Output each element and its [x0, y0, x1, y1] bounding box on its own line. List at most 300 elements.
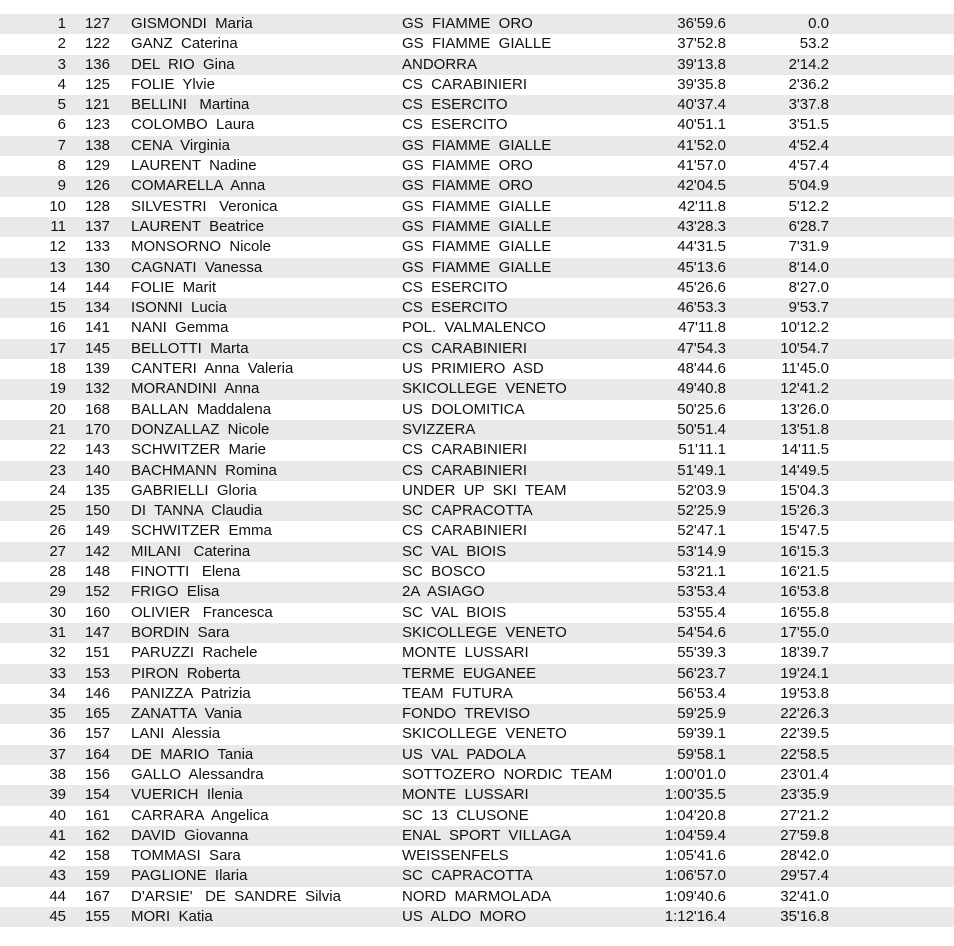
- pos-cell: 43: [49, 867, 66, 885]
- bib-cell: 152: [84, 583, 110, 601]
- table-row: [0, 237, 954, 257]
- team-cell: SC BOSCO: [402, 563, 486, 581]
- team-cell: CS CARABINIERI: [402, 461, 528, 479]
- name-cell: DAVID Giovanna: [131, 826, 249, 844]
- team-cell: SC 13 CLUSONE: [402, 806, 529, 824]
- pos-cell: 30: [49, 603, 66, 621]
- gap-cell: 2'14.2: [788, 55, 829, 73]
- bib-cell: 160: [84, 603, 110, 621]
- pos-cell: 23: [49, 461, 66, 479]
- gap-cell: 16'55.8: [780, 603, 829, 621]
- pos-cell: 5: [57, 96, 66, 114]
- gap-cell: 10'54.7: [780, 339, 829, 357]
- team-cell: ANDORRA: [402, 55, 478, 73]
- gap-cell: 22'39.5: [780, 725, 829, 743]
- time-cell: 51'11.1: [678, 441, 726, 459]
- bib-cell: 165: [84, 705, 110, 723]
- team-cell: TEAM FUTURA: [402, 684, 513, 702]
- name-cell: PAGLIONE Ilaria: [131, 867, 248, 885]
- bib-cell: 139: [84, 360, 110, 378]
- bib-cell: 156: [84, 765, 110, 783]
- pos-cell: 6: [57, 116, 66, 134]
- time-cell: 40'37.4: [677, 96, 726, 114]
- pos-cell: 16: [49, 319, 66, 337]
- bib-cell: 154: [84, 786, 110, 804]
- table-row: [0, 582, 954, 602]
- table-row: [0, 156, 954, 176]
- gap-cell: 9'53.7: [788, 299, 829, 317]
- table-row: [0, 481, 954, 501]
- pos-cell: 10: [49, 197, 66, 215]
- team-cell: FONDO TREVISO: [402, 705, 531, 723]
- time-cell: 41'52.0: [677, 136, 726, 154]
- gap-cell: 35'16.8: [780, 908, 829, 926]
- pos-cell: 19: [49, 380, 66, 398]
- pos-cell: 27: [49, 542, 66, 560]
- gap-cell: 27'59.8: [780, 826, 829, 844]
- name-cell: BACHMANN Romina: [131, 461, 277, 479]
- bib-cell: 162: [84, 826, 110, 844]
- gap-cell: 12'41.2: [780, 380, 829, 398]
- team-cell: TERME EUGANEE: [402, 664, 537, 682]
- pos-cell: 34: [49, 684, 66, 702]
- gap-cell: 13'26.0: [780, 400, 829, 418]
- name-cell: BALLAN Maddalena: [131, 400, 272, 418]
- gap-cell: 16'21.5: [780, 563, 829, 581]
- team-cell: SC VAL BIOIS: [402, 542, 507, 560]
- pos-cell: 21: [49, 420, 66, 438]
- name-cell: GISMONDI Maria: [131, 15, 253, 32]
- team-cell: US ALDO MORO: [402, 908, 527, 926]
- table-row: [0, 623, 954, 643]
- name-cell: CAGNATI Vanessa: [131, 258, 263, 276]
- name-cell: PIRON Roberta: [131, 664, 241, 682]
- team-cell: GS FIAMME GIALLE: [402, 238, 552, 256]
- bib-cell: 136: [84, 55, 110, 73]
- time-cell: 1:00'01.0: [664, 765, 726, 783]
- gap-cell: 13'51.8: [780, 420, 829, 438]
- name-cell: BELLOTTI Marta: [131, 339, 249, 357]
- name-cell: ISONNI Lucia: [131, 299, 227, 317]
- time-cell: 49'40.8: [677, 380, 726, 398]
- table-row: [0, 359, 954, 379]
- table-row: [0, 34, 954, 54]
- time-cell: 42'11.8: [678, 197, 726, 215]
- table-row: [0, 664, 954, 684]
- time-cell: 39'35.8: [677, 75, 726, 93]
- name-cell: LAURENT Nadine: [131, 157, 257, 175]
- name-cell: PANIZZA Patrizia: [131, 684, 251, 702]
- bib-cell: 128: [84, 197, 110, 215]
- gap-cell: 3'51.5: [788, 116, 829, 134]
- time-cell: 51'49.1: [677, 461, 726, 479]
- gap-cell: 11'45.0: [781, 360, 829, 378]
- pos-cell: 17: [49, 339, 66, 357]
- team-cell: SKICOLLEGE VENETO: [402, 623, 567, 641]
- table-row: [0, 785, 954, 805]
- team-cell: SC CAPRACOTTA: [402, 502, 533, 520]
- table-row: [0, 562, 954, 582]
- time-cell: 1:05'41.6: [664, 847, 726, 865]
- bib-cell: 126: [84, 177, 110, 195]
- table-row: [0, 684, 954, 704]
- team-cell: ENAL SPORT VILLAGA: [402, 826, 571, 844]
- bib-cell: 151: [84, 644, 110, 662]
- bib-cell: 137: [84, 217, 110, 235]
- pos-cell: 31: [49, 623, 66, 641]
- pos-cell: 12: [49, 238, 66, 256]
- time-cell: 47'11.8: [678, 319, 726, 337]
- time-cell: 37'52.8: [677, 35, 726, 53]
- gap-cell: 4'52.4: [788, 136, 829, 154]
- bib-cell: 134: [84, 299, 110, 317]
- name-cell: SILVESTRI Veronica: [131, 197, 278, 215]
- name-cell: DONZALLAZ Nicole: [131, 420, 270, 438]
- table-row: [0, 461, 954, 481]
- table-row: [0, 115, 954, 135]
- table-row: [0, 826, 954, 846]
- table-row: [0, 55, 954, 75]
- gap-cell: 5'04.9: [788, 177, 829, 195]
- team-cell: GS FIAMME GIALLE: [402, 258, 552, 276]
- gap-cell: 32'41.0: [780, 887, 829, 905]
- name-cell: D'ARSIE' DE SANDRE Silvia: [131, 887, 341, 905]
- pos-cell: 24: [49, 481, 66, 499]
- gap-cell: 15'04.3: [780, 481, 829, 499]
- time-cell: 1:09'40.6: [664, 887, 726, 905]
- bib-cell: 141: [84, 319, 110, 337]
- time-cell: 52'47.1: [677, 522, 726, 540]
- table-row: [0, 75, 954, 95]
- time-cell: 42'04.5: [677, 177, 726, 195]
- pos-cell: 36: [49, 725, 66, 743]
- bib-cell: 144: [84, 278, 110, 296]
- gap-cell: 15'26.3: [780, 502, 829, 520]
- table-row: [0, 846, 954, 866]
- team-cell: CS ESERCITO: [402, 96, 508, 114]
- pos-cell: 2: [57, 35, 66, 53]
- name-cell: MILANI Caterina: [131, 542, 251, 560]
- time-cell: 40'51.1: [677, 116, 726, 134]
- time-cell: 36'59.6: [677, 15, 726, 32]
- gap-cell: 5'12.2: [788, 197, 829, 215]
- bib-cell: 170: [84, 420, 110, 438]
- team-cell: GS FIAMME ORO: [402, 157, 533, 175]
- gap-cell: 17'55.0: [780, 623, 829, 641]
- table-row: [0, 258, 954, 278]
- team-cell: SKICOLLEGE VENETO: [402, 380, 567, 398]
- pos-cell: 26: [49, 522, 66, 540]
- bib-cell: 125: [84, 75, 110, 93]
- pos-cell: 9: [57, 177, 66, 195]
- table-row: [0, 907, 954, 927]
- bib-cell: 149: [84, 522, 110, 540]
- team-cell: US VAL PADOLA: [402, 745, 526, 763]
- bib-cell: 135: [84, 481, 110, 499]
- bib-cell: 161: [84, 806, 110, 824]
- gap-cell: 6'28.7: [788, 217, 829, 235]
- pos-cell: 37: [49, 745, 66, 763]
- bib-cell: 130: [84, 258, 110, 276]
- gap-cell: 29'57.4: [780, 867, 829, 885]
- time-cell: 45'26.6: [677, 278, 726, 296]
- pos-cell: 7: [57, 136, 66, 154]
- time-cell: 48'44.6: [677, 360, 726, 378]
- time-cell: 41'57.0: [677, 157, 726, 175]
- gap-cell: 22'58.5: [780, 745, 829, 763]
- name-cell: NANI Gemma: [131, 319, 229, 337]
- table-row: [0, 724, 954, 744]
- team-cell: MONTE LUSSARI: [402, 786, 529, 804]
- pos-cell: 20: [49, 400, 66, 418]
- team-cell: CS CARABINIERI: [402, 441, 528, 459]
- table-row: [0, 643, 954, 663]
- time-cell: 52'25.9: [677, 502, 726, 520]
- gap-cell: 23'35.9: [780, 786, 829, 804]
- time-cell: 1:06'57.0: [664, 867, 726, 885]
- name-cell: COLOMBO Laura: [131, 116, 255, 134]
- name-cell: CENA Virginia: [131, 136, 230, 154]
- team-cell: SC CAPRACOTTA: [402, 867, 533, 885]
- bib-cell: 142: [84, 542, 110, 560]
- name-cell: GANZ Caterina: [131, 35, 238, 53]
- gap-cell: 28'42.0: [780, 847, 829, 865]
- time-cell: 53'14.9: [677, 542, 726, 560]
- team-cell: CS CARABINIERI: [402, 75, 528, 93]
- team-cell: GS FIAMME GIALLE: [402, 197, 552, 215]
- name-cell: MONSORNO Nicole: [131, 238, 272, 256]
- team-cell: SC VAL BIOIS: [402, 603, 507, 621]
- bib-cell: 150: [84, 502, 110, 520]
- team-cell: SKICOLLEGE VENETO: [402, 725, 567, 743]
- team-cell: GS FIAMME GIALLE: [402, 217, 552, 235]
- table-row: [0, 440, 954, 460]
- bib-cell: 143: [84, 441, 110, 459]
- table-row: [0, 217, 954, 237]
- pos-cell: 8: [57, 157, 66, 175]
- table-row: [0, 136, 954, 156]
- time-cell: 50'25.6: [677, 400, 726, 418]
- team-cell: SOTTOZERO NORDIC TEAM: [402, 765, 613, 783]
- pos-cell: 39: [49, 786, 66, 804]
- time-cell: 45'13.6: [677, 258, 726, 276]
- bib-cell: 147: [84, 623, 110, 641]
- time-cell: 43'28.3: [677, 217, 726, 235]
- table-row: [0, 887, 954, 907]
- time-cell: 53'55.4: [677, 603, 726, 621]
- pos-cell: 45: [49, 908, 66, 926]
- name-cell: SCHWITZER Marie: [131, 441, 266, 459]
- name-cell: TOMMASI Sara: [131, 847, 241, 865]
- time-cell: 52'03.9: [677, 481, 726, 499]
- name-cell: VUERICH Ilenia: [131, 786, 243, 804]
- name-cell: BELLINI Martina: [131, 96, 250, 114]
- time-cell: 56'23.7: [677, 664, 726, 682]
- pos-cell: 15: [49, 299, 66, 317]
- pos-cell: 35: [49, 705, 66, 723]
- table-row: [0, 745, 954, 765]
- pos-cell: 11: [50, 217, 66, 235]
- pos-cell: 33: [49, 664, 66, 682]
- table-row: [0, 400, 954, 420]
- team-cell: US PRIMIERO ASD: [402, 360, 544, 378]
- time-cell: 59'58.1: [677, 745, 726, 763]
- bib-cell: 133: [84, 238, 110, 256]
- bib-cell: 138: [84, 136, 110, 154]
- bib-cell: 153: [84, 664, 110, 682]
- table-row: [0, 379, 954, 399]
- team-cell: GS FIAMME GIALLE: [402, 35, 552, 53]
- table-row: [0, 866, 954, 886]
- gap-cell: 14'49.5: [780, 461, 829, 479]
- name-cell: SCHWITZER Emma: [131, 522, 272, 540]
- team-cell: GS FIAMME ORO: [402, 177, 533, 195]
- bib-cell: 157: [84, 725, 110, 743]
- bib-cell: 164: [84, 745, 110, 763]
- team-cell: US DOLOMITICA: [402, 400, 525, 418]
- gap-cell: 7'31.9: [788, 238, 829, 256]
- name-cell: FOLIE Ylvie: [131, 75, 215, 93]
- table-row: [0, 521, 954, 541]
- gap-cell: 16'53.8: [780, 583, 829, 601]
- table-row: [0, 806, 954, 826]
- team-cell: MONTE LUSSARI: [402, 644, 529, 662]
- bib-cell: 140: [84, 461, 110, 479]
- team-cell: GS FIAMME GIALLE: [402, 136, 552, 154]
- gap-cell: 8'27.0: [788, 278, 829, 296]
- pos-cell: 14: [49, 278, 66, 296]
- gap-cell: 53.2: [799, 35, 829, 53]
- gap-cell: 19'53.8: [780, 684, 829, 702]
- pos-cell: 1: [57, 15, 66, 32]
- name-cell: FOLIE Marit: [131, 278, 217, 296]
- time-cell: 39'13.8: [677, 55, 726, 73]
- gap-cell: 2'36.2: [788, 75, 829, 93]
- time-cell: 44'31.5: [677, 238, 726, 256]
- name-cell: MORANDINI Anna: [131, 380, 260, 398]
- time-cell: 1:04'20.8: [664, 806, 726, 824]
- pos-cell: 40: [49, 806, 66, 824]
- pos-cell: 22: [49, 441, 66, 459]
- time-cell: 53'53.4: [677, 583, 726, 601]
- table-row: [0, 278, 954, 298]
- name-cell: BORDIN Sara: [131, 623, 230, 641]
- bib-cell: 146: [84, 684, 110, 702]
- team-cell: CS CARABINIERI: [402, 339, 528, 357]
- team-cell: POL. VALMALENCO: [402, 319, 546, 337]
- table-row: [0, 603, 954, 623]
- bib-cell: 123: [84, 116, 110, 134]
- gap-cell: 15'47.5: [780, 522, 829, 540]
- pos-cell: 25: [49, 502, 66, 520]
- table-row: [0, 318, 954, 338]
- table-row: [0, 176, 954, 196]
- bib-cell: 127: [84, 15, 110, 32]
- pos-cell: 44: [49, 887, 66, 905]
- name-cell: GABRIELLI Gloria: [131, 481, 257, 499]
- team-cell: NORD MARMOLADA: [402, 887, 552, 905]
- table-row: [0, 298, 954, 318]
- bib-cell: 129: [84, 157, 110, 175]
- time-cell: 59'25.9: [677, 705, 726, 723]
- bib-cell: 155: [84, 908, 110, 926]
- team-cell: GS FIAMME ORO: [402, 15, 533, 32]
- team-cell: 2A ASIAGO: [402, 583, 485, 601]
- bib-cell: 159: [84, 867, 110, 885]
- pos-cell: 32: [49, 644, 66, 662]
- table-row: [0, 542, 954, 562]
- name-cell: FINOTTI Elena: [131, 563, 241, 581]
- table-row: [0, 420, 954, 440]
- gap-cell: 10'12.2: [780, 319, 829, 337]
- gap-cell: 3'37.8: [788, 96, 829, 114]
- bib-cell: 121: [84, 96, 110, 114]
- time-cell: 1:12'16.4: [664, 908, 726, 926]
- bib-cell: 132: [84, 380, 110, 398]
- bib-cell: 122: [84, 35, 110, 53]
- pos-cell: 13: [49, 258, 66, 276]
- pos-cell: 42: [49, 847, 66, 865]
- team-cell: CS ESERCITO: [402, 278, 508, 296]
- time-cell: 47'54.3: [677, 339, 726, 357]
- pos-cell: 41: [49, 826, 66, 844]
- name-cell: LAURENT Beatrice: [131, 217, 265, 235]
- bib-cell: 158: [84, 847, 110, 865]
- name-cell: CANTERI Anna Valeria: [131, 360, 294, 378]
- table-row: [0, 501, 954, 521]
- pos-cell: 3: [57, 55, 66, 73]
- time-cell: 1:00'35.5: [664, 786, 726, 804]
- time-cell: 46'53.3: [677, 299, 726, 317]
- time-cell: 50'51.4: [677, 420, 726, 438]
- name-cell: MORI Katia: [131, 908, 213, 926]
- table-row: [0, 14, 954, 34]
- team-cell: CS ESERCITO: [402, 116, 508, 134]
- time-cell: 54'54.6: [677, 623, 726, 641]
- name-cell: PARUZZI Rachele: [131, 644, 258, 662]
- team-cell: WEISSENFELS: [402, 847, 509, 865]
- time-cell: 56'53.4: [677, 684, 726, 702]
- gap-cell: 19'24.1: [780, 664, 829, 682]
- gap-cell: 23'01.4: [780, 765, 829, 783]
- table-row: [0, 197, 954, 217]
- time-cell: 59'39.1: [677, 725, 726, 743]
- gap-cell: 16'15.3: [780, 542, 829, 560]
- name-cell: FRIGO Elisa: [131, 583, 220, 601]
- table-row: [0, 339, 954, 359]
- gap-cell: 18'39.7: [780, 644, 829, 662]
- name-cell: ZANATTA Vania: [131, 705, 242, 723]
- pos-cell: 18: [49, 360, 66, 378]
- team-cell: CS ESERCITO: [402, 299, 508, 317]
- table-row: [0, 95, 954, 115]
- time-cell: 55'39.3: [677, 644, 726, 662]
- name-cell: DEL RIO Gina: [131, 55, 235, 73]
- gap-cell: 0.0: [808, 15, 829, 32]
- pos-cell: 4: [57, 75, 66, 93]
- team-cell: SVIZZERA: [402, 420, 476, 438]
- table-row: [0, 704, 954, 724]
- name-cell: DI TANNA Claudia: [131, 502, 263, 520]
- table-row: [0, 765, 954, 785]
- time-cell: 1:04'59.4: [664, 826, 726, 844]
- name-cell: LANI Alessia: [131, 725, 221, 743]
- name-cell: DE MARIO Tania: [131, 745, 254, 763]
- gap-cell: 14'11.5: [781, 441, 829, 459]
- time-cell: 53'21.1: [677, 563, 726, 581]
- team-cell: UNDER UP SKI TEAM: [402, 481, 567, 499]
- name-cell: CARRARA Angelica: [131, 806, 269, 824]
